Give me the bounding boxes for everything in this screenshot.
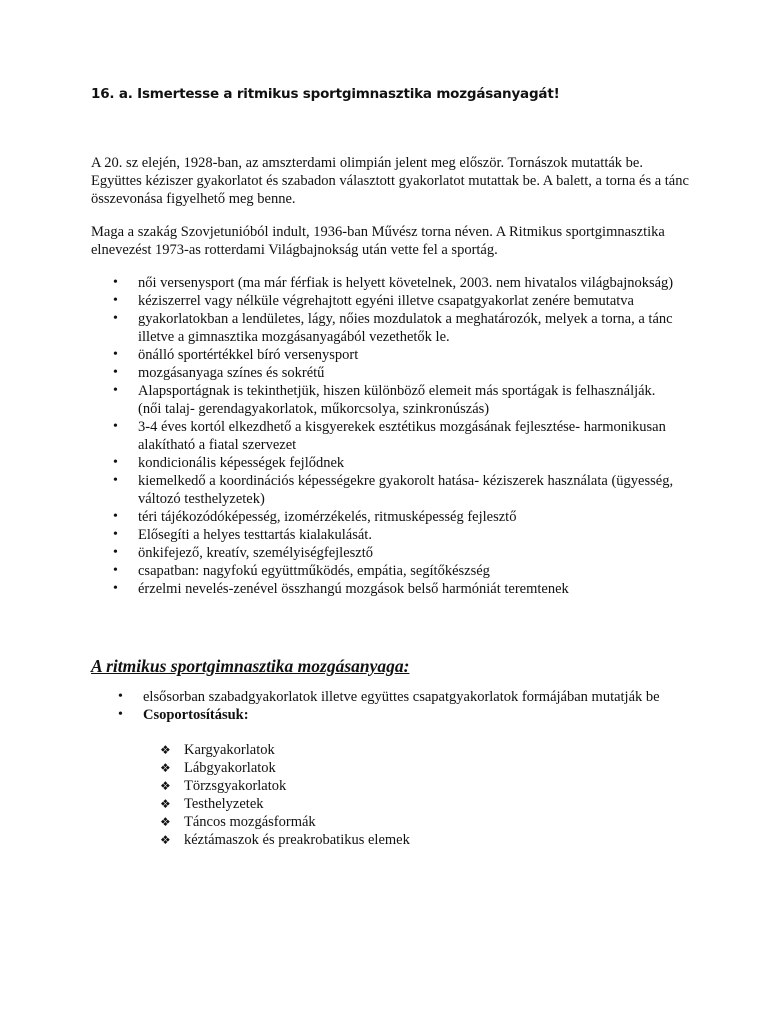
list-item: • mozgásanyaga színes és sokrétű [113,365,325,381]
sublist-item: ❖ Kargyakorlatok [160,742,275,758]
list-item: • önkifejező, kreatív, személyiségfejlesztő [113,545,373,561]
bullet-icon: • [113,527,118,542]
list-item: • női versenysport (ma már férfiak is helyett követelnek, 2003. nem hivatalos világbajnokság) [113,275,674,291]
bullet-icon: • [113,509,118,524]
sublist-item: ❖ Táncos mozgásformák [160,814,316,830]
list-item: • Alapsportágnak is tekinthetjük, hiszen különböző elemeit más sportágak is felhasználják. (női talaj- gerendagyakorlatok, műkorcsolya, szinkronúszás) [113,383,656,417]
section-title: A ritmikus sportgimnasztika mozgásanyaga: [91,656,410,676]
bullet-icon: • [113,473,118,488]
sublist-item: ❖ Lábgyakorlatok [160,760,276,776]
sublist-item: ❖ kéztámaszok és preakrobatikus elemek [160,832,410,848]
list-item-grouping: • Csoportosításuk: [118,707,249,723]
movement-material-list [116,688,686,724]
diamond-bullet-icon: ❖ [160,761,171,775]
bullet-icon: • [113,563,118,578]
bullet-icon: • [118,707,123,722]
diamond-bullet-icon: ❖ [160,833,171,847]
paragraph-origin: Maga a szakág Szovjetunióból indult, 1936-ban Művész torna néven. A Ritmikus sportgimnasztika elnevezést 1973-as rotterdami Világbajnokság után vette fel a sportág. [91,224,665,258]
diamond-bullet-icon: ❖ [160,797,171,811]
diamond-bullet-icon: ❖ [160,815,171,829]
list-item: • kiemelkedő a koordinációs képességekre gyakorolt hatása- kéziszerek használata (ügyesség, változó testhelyzetek) [113,473,674,507]
list-item: • gyakorlatokban a lendületes, lágy, nőies mozdulatok a meghatározók, melyek a torna, a tánc illetve a gimnasztika mozgásanyagából vezethetők le. [113,311,673,345]
list-item: • elsősorban szabadgyakorlatok illetve együttes csapatgyakorlatok formájában mutatják be [118,689,660,705]
bullet-icon: • [118,689,123,704]
list-item: • 3-4 éves kortól elkezdhető a kisgyerekek esztétikus mozgásának fejlesztése- harmonikusan alakítható a fiatal szervezet [113,419,666,453]
list-item: • kondicionális képességek fejlődnek [113,455,345,471]
list-item: • önálló sportértékkel bíró versenysport [113,347,359,363]
bullet-icon: • [113,311,118,326]
list-item: • Elősegíti a helyes testtartás kialakulását. [113,527,372,543]
bullet-icon: • [113,419,118,434]
sublist-item: ❖ Testhelyzetek [160,796,264,812]
bullet-icon: • [113,365,118,380]
diamond-bullet-icon: ❖ [160,779,171,793]
diamond-bullet-icon: ❖ [160,743,171,757]
characteristics-list [111,274,681,598]
list-item: • kéziszerrel vagy nélküle végrehajtott egyéni illetve csapatgyakorlat zenére bemutatva [113,293,634,309]
sublist-item: ❖ Törzsgyakorlatok [160,778,287,794]
bullet-icon: • [113,383,118,398]
document-heading: 16. a. Ismertesse a ritmikus sportgimnasztika mozgásanyagát! [91,86,560,102]
paragraph-history: A 20. sz elején, 1928-ban, az amszterdami olimpián jelent meg először. Tornászok mutatták be. Együttes kéziszer gyakorlatot és szabadon választott gyakorlatot mutattak be. A balett, a torna és a tánc összevonása figyelhető meg benne. [91,155,689,207]
list-item: • téri tájékozódóképesség, izomérzékelés, ritmusképesség fejlesztő [113,509,517,525]
grouping-sublist [160,741,410,849]
bullet-icon: • [113,293,118,308]
list-item: • érzelmi nevelés-zenével összhangú mozgások belső harmóniát teremtenek [113,581,569,597]
list-item: • csapatban: nagyfokú együttműködés, empátia, segítőkészség [113,563,490,579]
bullet-icon: • [113,455,118,470]
bullet-icon: • [113,581,118,596]
bullet-icon: • [113,275,118,290]
bullet-icon: • [113,545,118,560]
bullet-icon: • [113,347,118,362]
